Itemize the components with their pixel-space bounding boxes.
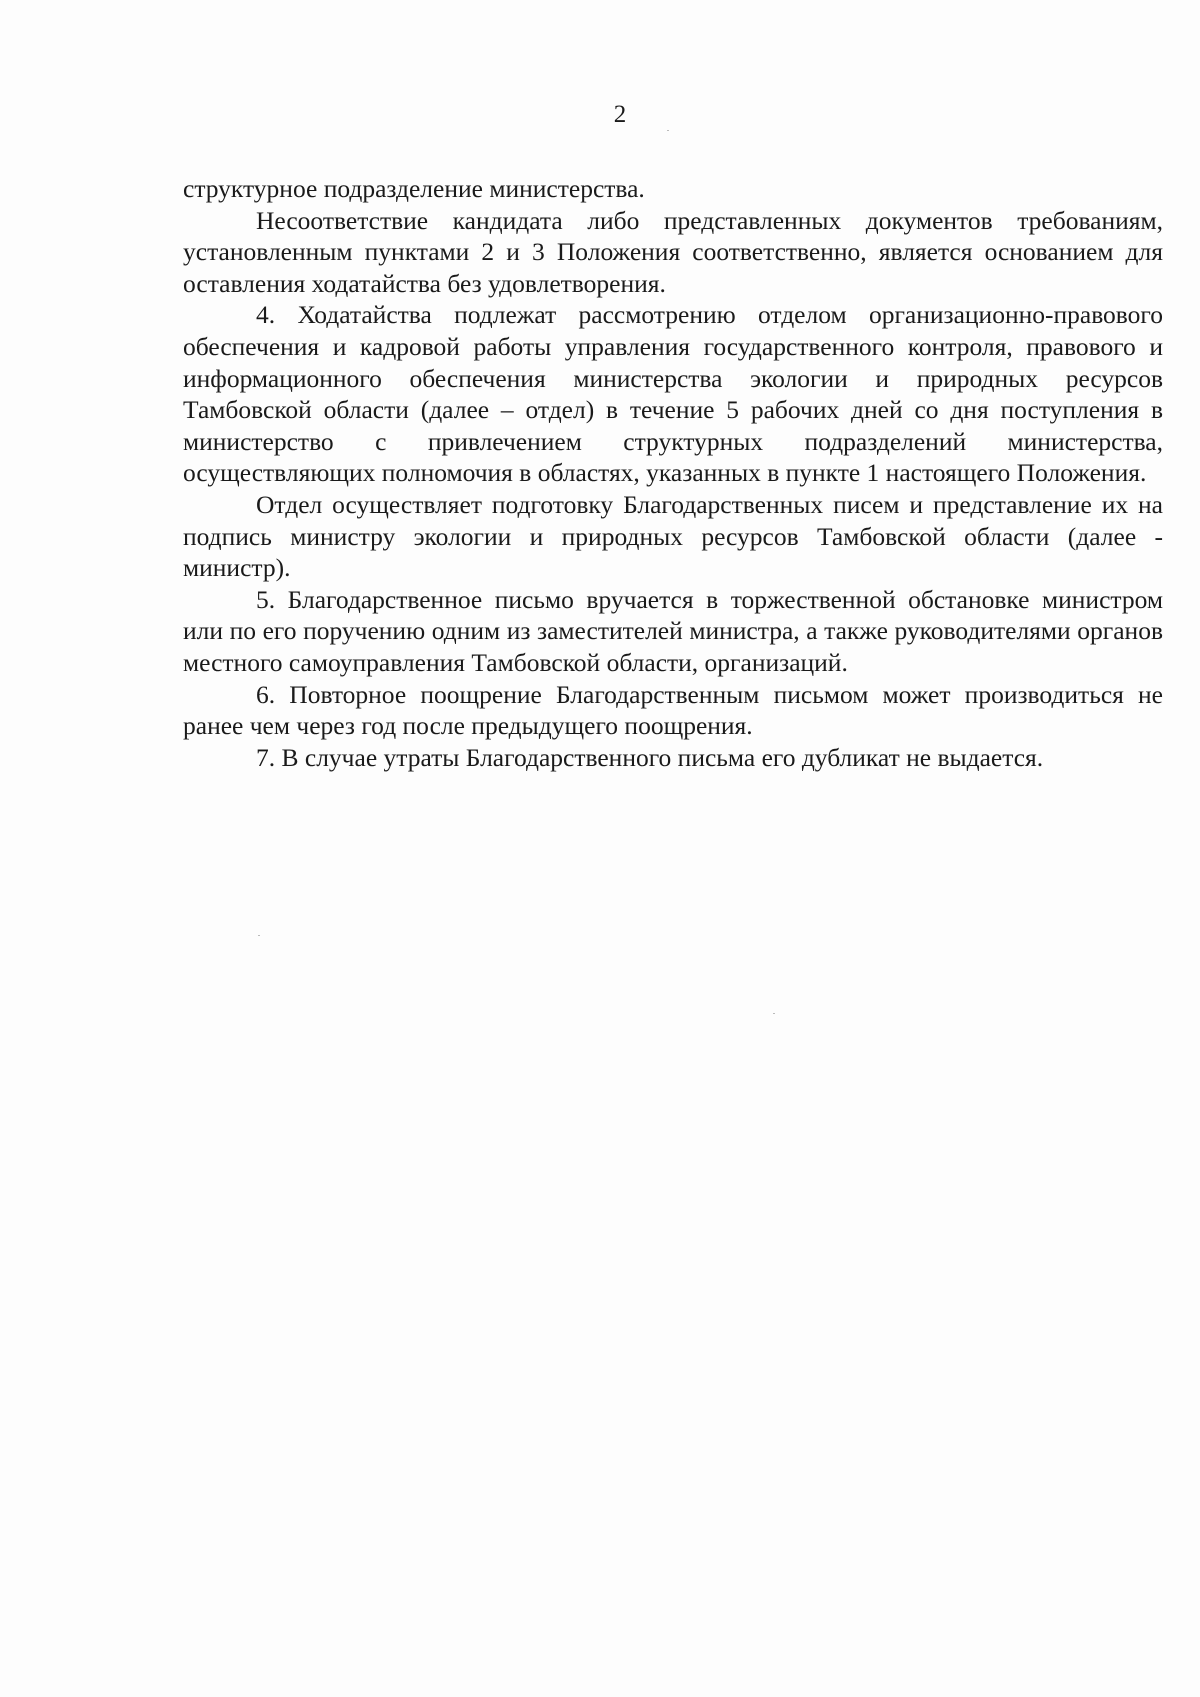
paragraph-department: Отдел осуществляет подготовку Благодарственных писем и представление их на подпись министру экологии и природных ресурсов Тамбовской области (далее - министр).	[183, 489, 1163, 583]
scan-speck	[258, 935, 260, 936]
paragraph-item-6: 6. Повторное поощрение Благодарственным письмом может производиться не ранее чем через год после предыдущего поощрения.	[183, 679, 1163, 741]
scan-speck	[667, 130, 669, 131]
paragraph-nonconformity: Несоответствие кандидата либо представленных документов требованиям, установленным пунктами 2 и 3 Положения соответственно, является основанием для оставления ходатайства без удовлетворения.	[183, 205, 1163, 298]
scan-speck	[773, 1013, 775, 1014]
paragraph-continuation: структурное подразделение министерства.	[183, 174, 645, 203]
paragraph-item-5: 5. Благодарственное письмо вручается в торжественной обстановке министром или по его поручению одним из заместителей министра, а также руководителями органов местного самоуправления Тамбовской области, организаций.	[183, 584, 1163, 677]
page-number: 2	[613, 101, 627, 128]
paragraph-item-7: 7. В случае утраты Благодарственного письма его дубликат не выдается.	[256, 742, 1044, 772]
paragraph-item-4: 4. Ходатайства подлежат рассмотрению отделом организационно-правового обеспечения и кадровой работы управления государственного контроля, правового и информационного обеспечения министерства экологии и природных ресурсов Тамбовской области (далее – отдел) в течение 5 рабочих дней со дня поступления в министерство с привлечением структурных подразделений министерства, осуществляющих полномочия в областях, указанных в пункте 1 настоящего Положения.	[183, 300, 1163, 488]
document-body	[183, 173, 1163, 773]
